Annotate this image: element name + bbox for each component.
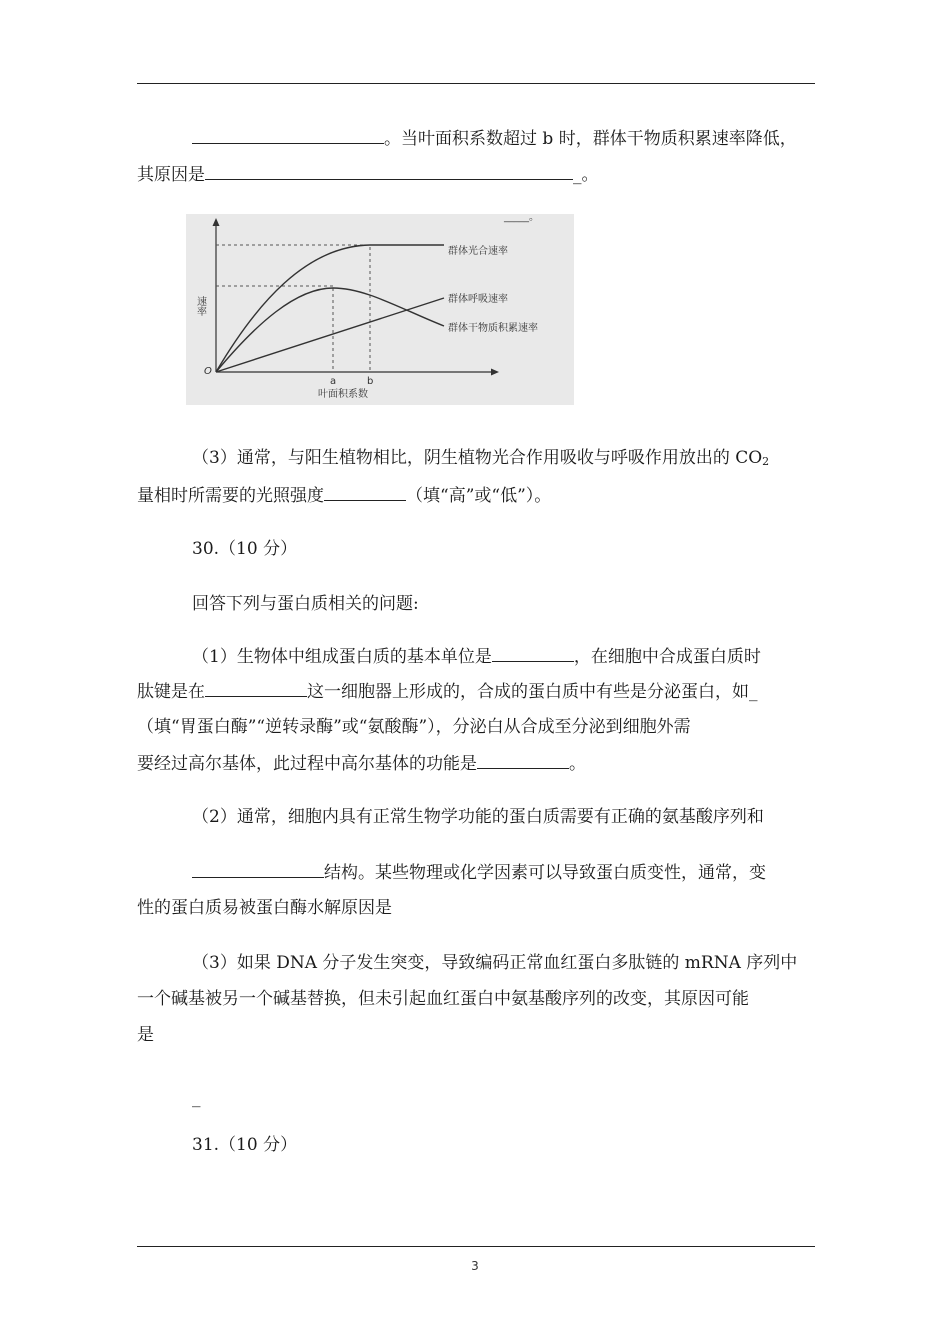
answer-blank[interactable] — [324, 484, 406, 501]
answer-blank[interactable] — [205, 680, 307, 697]
q30-p1-line4: 要经过高尔基体，此过程中高尔基体的功能是 。 — [137, 754, 586, 774]
answer-blank[interactable] — [205, 163, 573, 180]
q30-p2-line3: 性的蛋白质易被蛋白酶水解原因是 — [137, 898, 392, 918]
x-tick-a: a — [330, 376, 337, 387]
answer-blank[interactable] — [492, 645, 574, 662]
series-photosynthesis-label: 群体光合速率 — [448, 246, 508, 257]
q30-p3-line1: （3）如果 DNA 分子发生突变，导致编码正常血红蛋白多肽链的 mRNA 序列中 — [192, 953, 798, 973]
q29-line1: 。当叶面积系数超过 b 时，群体干物质积累速率降低， — [192, 127, 797, 149]
x-tick-b: b — [367, 376, 374, 387]
chart-top-crop-text: _____。 — [504, 214, 539, 223]
q30-intro: 回答下列与蛋白质相关的问题: — [192, 594, 419, 614]
q30-p1-line2: 肽键是在 这一细胞器上形成的，合成的蛋白质中有些是分泌蛋白，如_ — [137, 682, 758, 702]
q30-p1-line1: （1）生物体中组成蛋白质的基本单位是 ，在细胞中合成蛋白质时 — [192, 647, 761, 667]
series-dry-matter-line — [216, 288, 444, 372]
q29-3-line2: 量相时所需要的光照强度 （填“高”或“低”）。 — [137, 486, 552, 506]
answer-blank[interactable] — [477, 752, 569, 769]
y-axis-label: 速率 — [194, 296, 206, 316]
q30-p2-line2: 结构。某些物理或化学因素可以导致蛋白质变性，通常，变 — [192, 861, 766, 883]
q30-p3-line3: 是 — [137, 1025, 154, 1045]
header-rule — [137, 83, 815, 84]
q30-p3-line2: 一个碱基被另一个碱基替换，但未引起血红蛋白中氨基酸序列的改变，其原因可能 — [137, 989, 749, 1009]
page-number: 3 — [471, 1259, 479, 1273]
x-axis-label: 叶面积系数 — [318, 389, 368, 400]
answer-blank[interactable] — [192, 861, 324, 878]
rate-chart — [186, 214, 574, 405]
q31-heading: 31.（10 分） — [192, 1135, 298, 1155]
q30-p1-line3: （填“胃蛋白酶”“逆转录酶”或“氨酸酶”），分泌白从合成至分泌到细胞外需 — [137, 717, 691, 737]
series-dry-matter-label: 群体干物质积累速率 — [448, 323, 538, 334]
rate-chart-svg — [186, 214, 574, 405]
origin-label: O — [204, 366, 212, 377]
footer-rule — [137, 1246, 815, 1247]
series-respiration-label: 群体呼吸速率 — [448, 294, 508, 305]
x-axis-arrow — [491, 369, 499, 376]
q30-p2-line1: （2）通常，细胞内具有正常生物学功能的蛋白质需要有正确的氨基酸序列和 — [192, 807, 764, 827]
q29-3-line1: （3）通常，与阳生植物相比，阴生植物光合作用吸收与呼吸作用放出的 $CO_2$ — [192, 448, 770, 468]
y-axis-arrow — [213, 218, 220, 226]
q29-line2: 其原因是 _。 — [137, 165, 599, 185]
q30-heading: 30.（10 分） — [192, 539, 298, 559]
answer-blank[interactable] — [192, 127, 384, 144]
q30-p3-dash: _ — [192, 1088, 201, 1108]
